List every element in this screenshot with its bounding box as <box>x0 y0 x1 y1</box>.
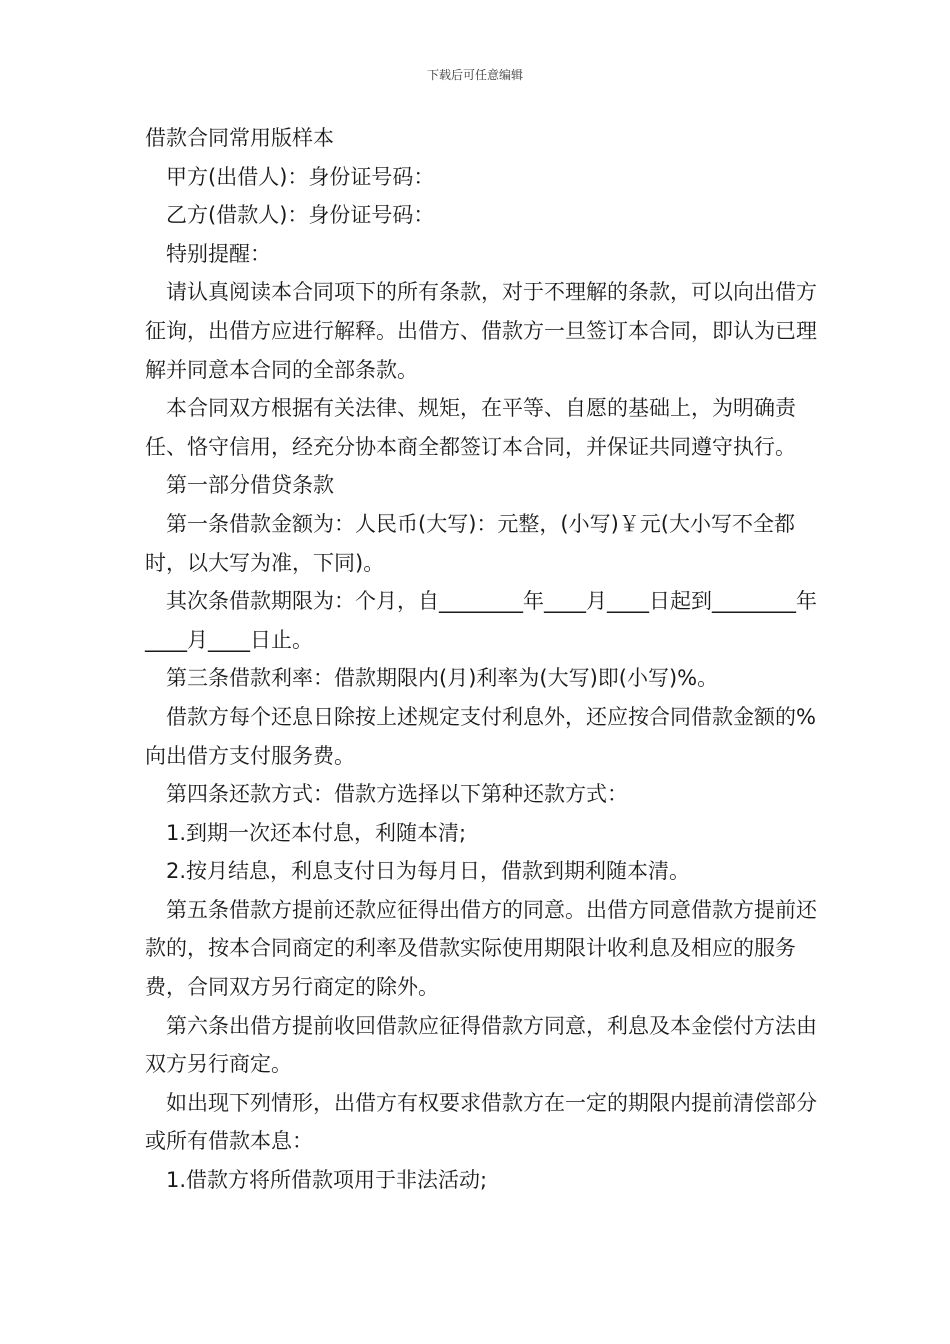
document-title: 借款合同常用版样本 <box>145 126 334 150</box>
article-4-paragraph: 第四条还款方式：借款方选择以下第种还款方式： <box>166 782 628 807</box>
article-3-paragraph: 第三条借款利率：借款期限内(月)利率为(大写)即(小写)%。 <box>166 666 719 691</box>
service-fee-paragraph: 借款方每个还息日除按上述规定支付利息外，还应按合同借款金额的%向出借方支付服务费。 <box>145 704 816 768</box>
article-6-paragraph: 第六条出借方提前收回借款应征得借款方同意，利息及本金偿付方法由双方另行商定。 <box>145 1013 817 1077</box>
reminder-heading: 特别提醒： <box>166 241 271 266</box>
borrower-line: 乙方(借款人)：身份证号码： <box>166 203 435 228</box>
early-repayment-case-1: 1.借款方将所借款项用于非法活动; <box>166 1168 488 1193</box>
page-header: 下载后可任意编辑 <box>426 68 523 82</box>
article-2-paragraph: 其次条借款期限为：个月，自________年____月____日起到________年____月____日止。 <box>145 589 817 652</box>
article-1-paragraph: 第一条借款金额为：人民币(大写)：元整，(小写)￥元(大小写不全都时，以大写为准，下同)。 <box>145 511 795 575</box>
document-body <box>145 119 823 1200</box>
article-5-paragraph: 第五条借款方提前还款应征得出借方的同意。出借方同意借款方提前还款的，按本合同商定的利率及借款实际使用期限计收利息及相应的服务费，合同双方另行商定的除外。 <box>145 897 817 1000</box>
early-repayment-paragraph: 如出现下列情形，出借方有权要求借款方在一定的期限内提前清偿部分或所有借款本息： <box>145 1090 817 1154</box>
section-heading-part-one: 第一部分借贷条款 <box>166 473 334 498</box>
repayment-option-2: 2.按月结息，利息支付日为每月日，借款到期利随本清。 <box>166 859 691 884</box>
repayment-option-1: 1.到期一次还本付息，利随本清; <box>166 820 467 845</box>
preamble-paragraph: 本合同双方根据有关法律、规矩，在平等、自愿的基础上，为明确责任、恪守信用，经充分协本商全都签订本合同，并保证共同遵守执行。 <box>145 396 796 459</box>
lender-line: 甲方(出借人)：身份证号码： <box>166 164 435 189</box>
reminder-paragraph: 请认真阅读本合同项下的所有条款，对于不理解的条款，可以向出借方征询，出借方应进行解释。出借方、借款方一旦签订本合同，即认为已理解并同意本合同的全部条款。 <box>145 280 817 382</box>
